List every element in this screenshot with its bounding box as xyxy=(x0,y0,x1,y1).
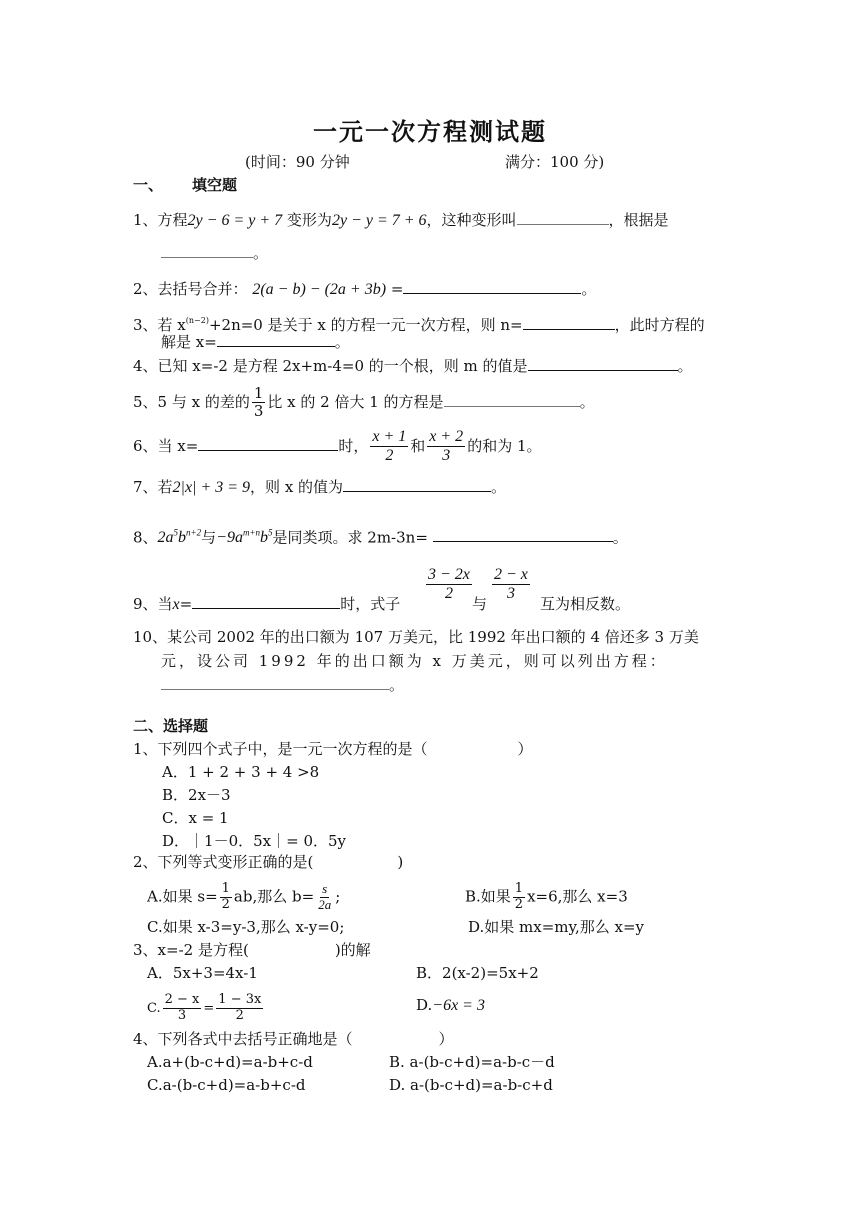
expression: 2(a − b) − (2a + 3b) xyxy=(252,281,387,298)
choice-question-2: 2、下列等式变形正确的是( ) xyxy=(133,853,404,871)
fraction-one-third: $\frac{1}{3}$ xyxy=(253,384,264,421)
option-b[interactable]: B．2x－3 xyxy=(162,786,231,804)
fill-question-9: 9、当x= 时，式子 xyxy=(133,595,401,613)
fill-question-1-cont: 。 xyxy=(161,243,268,263)
answer-blank[interactable] xyxy=(198,436,338,451)
option-d[interactable]: D.−6x = 3 xyxy=(416,996,485,1014)
fill-question-10: 10、某公司 2002 年的出口额为 107 万美元，比 1992 年出口额的 4 倍还多 3 万美 xyxy=(133,628,699,646)
expression: 2|x| + 3 = 9 xyxy=(172,479,251,496)
fill-question-6: 6、当 x= 时， $\frac{x + 1}{2}$ 和 $\frac{x + 2}{3}$ 的和为 1。 xyxy=(133,428,542,465)
answer-blank[interactable] xyxy=(523,315,615,330)
fraction-x-plus-2-over-3: $\frac{x + 2}{3}$ xyxy=(429,428,464,465)
choice-question-1: 1、下列四个式子中，是一元一次方程的是（ ） xyxy=(133,740,533,758)
fill-question-5: 5、5 与 x 的差的 $\frac{1}{3}$ 比 x 的 2 倍大 1 的方程是 。 xyxy=(133,384,595,421)
option-d[interactable]: D．｜1－0．5x｜= 0．5y xyxy=(162,832,347,850)
equation-1: 2y − 6 = y + 7 xyxy=(187,212,283,229)
section1-heading: 填空题 xyxy=(192,176,238,194)
term-2: $-9a^{m+n}b^5$ xyxy=(216,528,273,547)
fraction-3-minus-2x-over-2: $\frac{3 - 2x}{2}$ xyxy=(428,566,470,603)
fraction-x-plus-1-over-2: $\frac{x + 1}{2}$ xyxy=(372,428,407,465)
option-a[interactable]: A.a+(b-c+d)=a-b+c-d xyxy=(147,1053,313,1071)
equation-2: 2y − y = 7 + 6 xyxy=(331,212,427,229)
answer-blank[interactable] xyxy=(161,675,389,690)
option-a[interactable]: A.如果 s= $\frac{1}{2}$ ab,那么 b= $\frac{s}{2a}$ ; xyxy=(147,881,341,912)
answer-blank[interactable] xyxy=(433,527,613,542)
fill-question-10-line3: 。 xyxy=(161,675,404,695)
option-c[interactable]: C．x = 1 xyxy=(162,809,229,827)
fill-question-1: 1、方程2y − 6 = y + 7 变形为2y − y = 7 + 6，这种变形叫 ，根据是 xyxy=(133,211,669,229)
option-a[interactable]: A．1 + 2 + 3 + 4 >8 xyxy=(162,763,320,781)
option-c[interactable]: C. $\frac{2 - x}{3}$ = $\frac{1 - 3x}{2}$ xyxy=(147,992,262,1023)
answer-blank[interactable] xyxy=(343,477,491,492)
fill-question-10-line2: 元，设公司 1992 年的出口额为 x 万美元，则可以列出方程： xyxy=(161,652,668,670)
option-d[interactable]: D. a-(b-c+d)=a-b-c+d xyxy=(389,1076,553,1094)
answer-blank[interactable] xyxy=(217,332,335,347)
option-b[interactable]: B．2(x-2)=5x+2 xyxy=(416,964,539,982)
choice-question-4: 4、下列各式中去括号正确地是（ ） xyxy=(133,1030,454,1048)
fill-question-3: 3、若 $x^{(n-2)}+2n=0$ 是关于 x 的方程一元一次方程，则 n= ，此时方程的 xyxy=(133,316,705,334)
option-b[interactable]: B.如果 $\frac{1}{2}$ x=6,那么 x=3 xyxy=(465,881,628,912)
option-c[interactable]: C.如果 x-3=y-3,那么 x-y=0; xyxy=(147,918,345,936)
fill-question-3-cont: 解是 x= 。 xyxy=(161,333,350,351)
page-title: 一元一次方程测试题 xyxy=(313,118,547,146)
option-b[interactable]: B. a-(b-c+d)=a-b-c－d xyxy=(389,1053,555,1071)
choice-question-3: 3、x=-2 是方程( )的解 xyxy=(133,941,371,959)
answer-blank[interactable] xyxy=(403,279,581,294)
section1-number: 一、 xyxy=(133,176,164,194)
fill-question-2: 2、去括号合并： 2(a − b) − (2a + 3b) = 。 xyxy=(133,280,597,298)
fill-question-9-tail: 互为相反数。 xyxy=(540,595,631,613)
section2-heading: 二、选择题 xyxy=(133,717,209,735)
option-c[interactable]: C.a-(b-c+d)=a-b+c-d xyxy=(147,1076,306,1094)
answer-blank[interactable] xyxy=(161,243,253,258)
exam-score: 满分：100 分) xyxy=(505,153,605,171)
fill-question-9-with: 与 xyxy=(472,595,488,613)
answer-blank[interactable] xyxy=(517,210,609,225)
answer-blank[interactable] xyxy=(444,392,580,407)
fill-question-4: 4、已知 x=-2 是方程 2x+m-4=0 的一个根，则 m 的值是 。 xyxy=(133,357,693,375)
fill-question-7: 7、若2|x| + 3 = 9，则 x 的值为 。 xyxy=(133,478,507,496)
answer-blank[interactable] xyxy=(528,356,678,371)
option-a[interactable]: A．5x+3=4x-1 xyxy=(147,964,258,982)
exam-time: (时间：90 分钟 xyxy=(245,153,350,171)
fraction-2-minus-x-over-3: $\frac{2 - x}{3}$ xyxy=(494,566,528,603)
fill-question-8: 8、$2a^5b^{n+2}$与$-9a^{m+n}b^5$是同类项。求 2m-3n= 。 xyxy=(133,528,628,547)
answer-blank[interactable] xyxy=(192,594,340,609)
option-d[interactable]: D.如果 mx=my,那么 x=y xyxy=(468,918,645,936)
term-1: $2a^5b^{n+2}$ xyxy=(157,528,202,547)
